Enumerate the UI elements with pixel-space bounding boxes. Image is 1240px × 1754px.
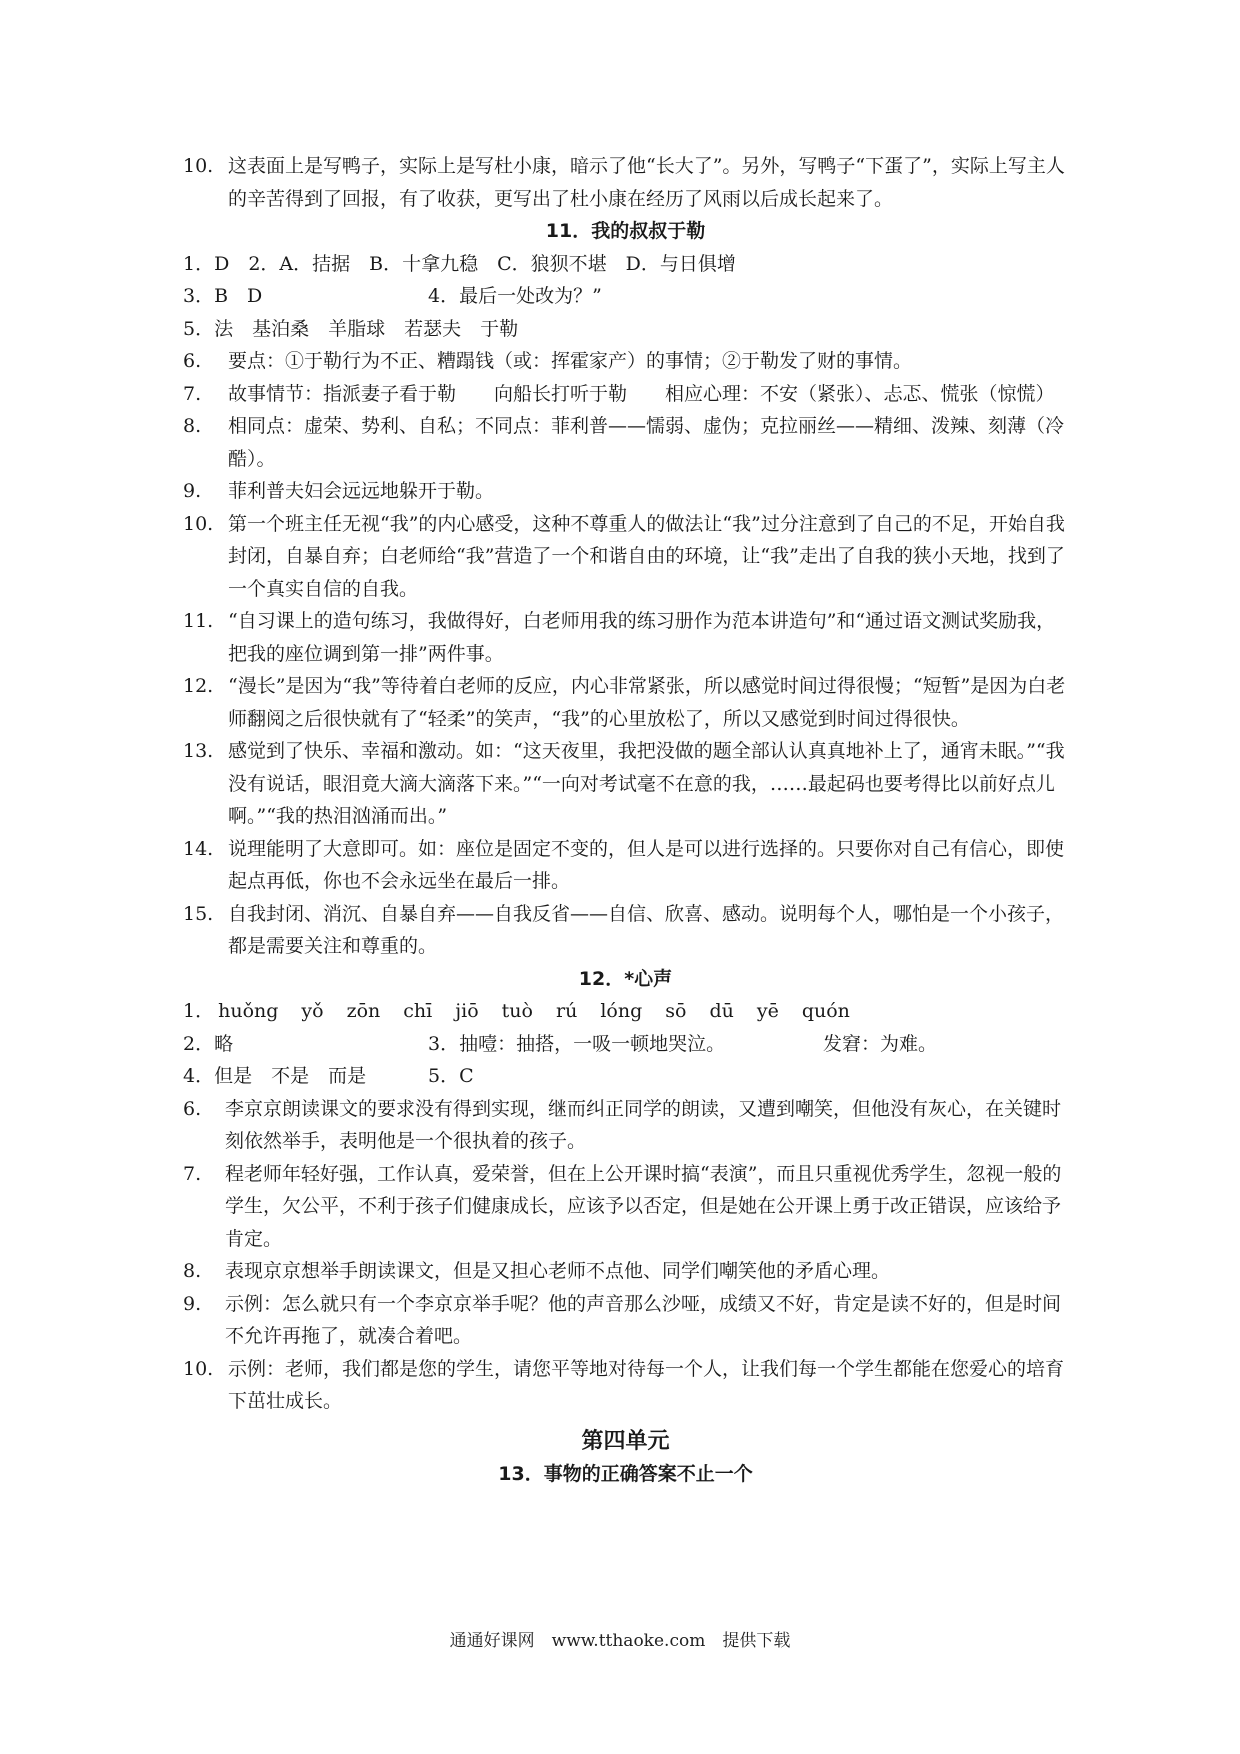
item-number: 11.	[183, 610, 214, 632]
item-number: 10.	[183, 155, 214, 177]
item-text: 3．抽噎：抽搭，一吸一顿地哭泣。	[428, 1032, 726, 1055]
answer-item-3-4	[183, 280, 1068, 313]
pinyin: zōn	[346, 1000, 381, 1022]
item-number: 6.	[183, 350, 202, 372]
item-text: 自我封闭、消沉、自暴自弃——自我反省——自信、欣喜、感动。说明每个人，哪怕是一个小孩子，都是需要关注和尊重的。	[228, 902, 1065, 957]
pinyin: chī	[403, 1000, 433, 1022]
answer-item-14	[183, 833, 1068, 898]
item-number: 7.	[183, 382, 202, 405]
pinyin: dū	[709, 1000, 734, 1022]
item-text: 2．略	[183, 1032, 234, 1055]
item-text: 发窘：为难。	[823, 1032, 938, 1055]
item-text: 3．B D	[183, 285, 263, 307]
item-text: 4．最后一处改为？”	[428, 285, 602, 307]
answer-page	[183, 150, 1068, 1490]
item-text: “自习课上的造句练习，我做得好，白老师用我的练习册作为范本讲造句”和“通过语文测试奖励我，把我的座位调到第一排”两件事。	[228, 610, 1056, 665]
item-text: “漫长”是因为“我”等待着白老师的反应，内心非常紧张，所以感觉时间过得很慢；“短暂”是因为白老师翻阅之后很快就有了“轻柔”的笑声，“我”的心里放松了，所以又感觉到时间过得很快。	[228, 675, 1066, 730]
answer-item-2-3	[183, 1028, 1068, 1061]
answer-item-6	[183, 345, 1068, 378]
item-number: 14.	[183, 837, 214, 860]
item-text: 李京京朗读课文的要求没有得到实现，继而纠正同学的朗读，又遭到嘲笑，但他没有灰心，在关键时刻依然举手，表明他是一个很执着的孩子。	[225, 1097, 1062, 1152]
page-footer: 通通好课网 www.tthaoke.com 提供下载	[449, 1631, 791, 1651]
answer-item-pinyin	[183, 995, 1068, 1028]
item-text: 示例：老师，我们都是您的学生，请您平等地对待每一个人，让我们每一个学生都能在您爱心的培育下茁壮成长。	[228, 1357, 1065, 1412]
answer-item-4-5	[183, 1060, 1068, 1093]
section-12-title: 12．*心声	[578, 967, 673, 990]
item-text: 故事情节：指派妻子看于勒 向船长打听于勒 相应心理：不安（紧张）、忐忑、慌张（惊慌）	[228, 382, 1055, 405]
pinyin: lóng	[600, 1000, 643, 1022]
item-text: 第一个班主任无视“我”的内心感受，这种不尊重人的做法让“我”过分注意到了自己的不足，开始自我封闭，自暴自弃；白老师给“我”营造了一个和谐自由的环境，让“我”走出了自我的狭小天地，找到了一个真实自信的自我。	[228, 512, 1065, 600]
item-number: 9.	[183, 1292, 202, 1315]
pinyin: yē	[756, 1000, 779, 1022]
item-text: 菲利普夫妇会远远地躲开于勒。	[228, 480, 495, 502]
item-text: 相同点：虚荣、势利、自私；不同点：菲利普——懦弱、虚伪；克拉丽丝——精细、泼辣、刻薄（冷酷）。	[228, 415, 1065, 470]
pinyin: tuò	[501, 1000, 533, 1022]
answer-item-5	[183, 313, 1068, 346]
answer-item-1-2	[183, 248, 1068, 281]
item-number: 13.	[183, 740, 214, 762]
answer-item-11	[183, 605, 1068, 670]
answer-item-10	[183, 508, 1068, 606]
answer-item-10	[183, 1353, 1068, 1418]
item-text: 这表面上是写鸭子，实际上是写杜小康，暗示了他“长大了”。另外，写鸭子“下蛋了”，实际上写主人的辛苦得到了回报，有了收获，更写出了杜小康在经历了风雨以后成长起来了。	[228, 155, 1065, 210]
pinyin: rú	[555, 1000, 578, 1022]
answer-item-13	[183, 735, 1068, 833]
item-text: 5．C	[428, 1065, 474, 1087]
item-text: 示例：怎么就只有一个李京京举手呢？他的声音那么沙哑，成绩又不好，肯定是读不好的，但是时间不允许再拖了，就凑合着吧。	[225, 1292, 1062, 1347]
answer-item-12	[183, 670, 1068, 735]
item-number: 1．	[183, 1000, 215, 1022]
section-11-title: 11．我的叔叔于勒	[545, 220, 706, 242]
item-number: 15.	[183, 902, 214, 925]
item-number: 12.	[183, 675, 214, 697]
answer-item-8	[183, 410, 1068, 475]
item-number: 8.	[183, 415, 202, 437]
item-text: 表现京京想举手朗读课文，但是又担心老师不点他、同学们嘲笑他的矛盾心理。	[225, 1260, 891, 1282]
unit-4-title: 第四单元	[581, 1428, 670, 1454]
section-13-title: 13．事物的正确答案不止一个	[498, 1462, 753, 1485]
answer-item-6	[183, 1093, 1068, 1158]
item-number: 7.	[183, 1162, 202, 1185]
item-text: 1．D 2．A．拮据 B．十拿九稳 C．狼狈不堪 D．与日俱增	[183, 252, 736, 275]
answer-item-7	[183, 378, 1068, 411]
answer-item-7	[183, 1158, 1068, 1256]
item-number: 10.	[183, 1357, 214, 1380]
pinyin: sō	[665, 1000, 687, 1022]
pinyin: quón	[801, 1000, 850, 1022]
item-number: 10.	[183, 512, 214, 535]
item-number: 6.	[183, 1097, 202, 1120]
item-text: 程老师年轻好强，工作认真，爱荣誉，但在上公开课时搞“表演”，而且只重视优秀学生，忽视一般的学生，欠公平，不利于孩子们健康成长，应该予以否定，但是她在公开课上勇于改正错误，应该给予肯定。	[225, 1162, 1062, 1250]
item-number: 8.	[183, 1260, 202, 1282]
pinyin-list	[218, 995, 850, 1028]
item-text: 说理能明了大意即可。如：座位是固定不变的，但人是可以进行选择的。只要你对自己有信心，即使起点再低，你也不会永远坐在最后一排。	[228, 837, 1065, 892]
answer-item-8	[183, 1255, 1068, 1288]
answer-item-9	[183, 475, 1068, 508]
item-number: 9.	[183, 480, 202, 502]
answer-item-10-prev	[183, 150, 1068, 215]
pinyin: yǒ	[301, 1000, 324, 1022]
item-text: 5．法 基泊桑 羊脂球 若瑟夫 于勒	[183, 317, 519, 340]
pinyin: jiō	[455, 1000, 479, 1022]
pinyin: huǒng	[218, 1000, 279, 1022]
answer-item-9	[183, 1288, 1068, 1353]
item-text: 感觉到了快乐、幸福和激动。如：“这天夜里，我把没做的题全部认认真真地补上了，通宵未眠。”“我没有说话，眼泪竟大滴大滴落下来。”“一向对考试毫不在意的我，……最起码也要考得比以前好点儿啊。”“我的热泪汹涌而出。”	[228, 740, 1065, 827]
answer-item-15	[183, 898, 1068, 963]
item-text: 4．但是 不是 而是	[183, 1065, 367, 1087]
item-text: 要点：①于勒行为不正、糟蹋钱（或：挥霍家产）的事情；②于勒发了财的事情。	[228, 350, 913, 372]
